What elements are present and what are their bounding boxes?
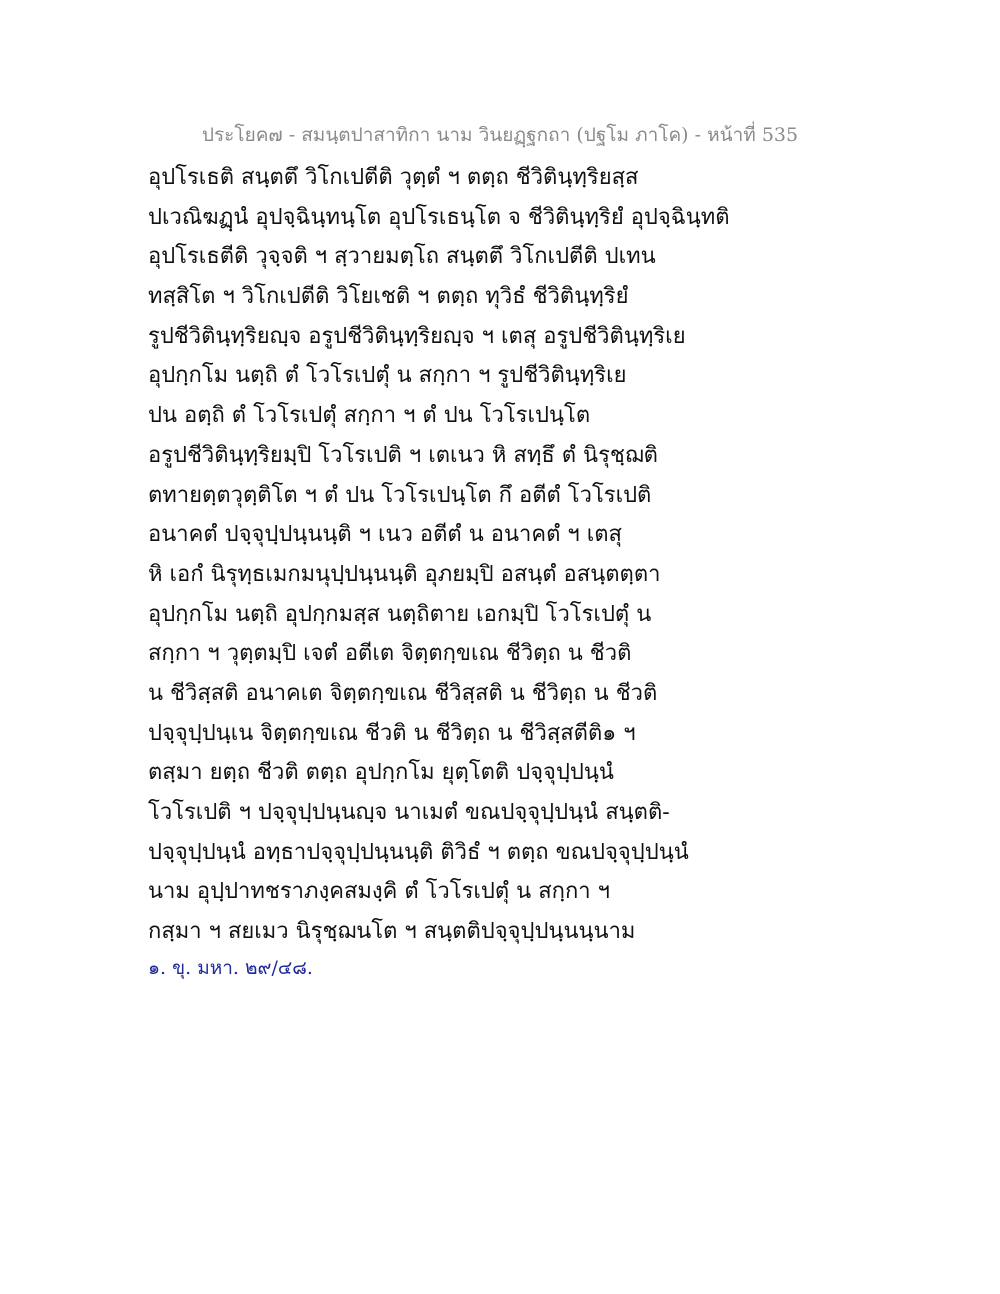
text-line: หิ เอกํ นิรุทฺธเมกมนุปฺปนฺนนฺติ อุภยมฺปิ อสนฺตํ อสนฺตตฺตา — [148, 561, 661, 587]
text-line: รูปชีวิตินฺทฺริยญฺจ อรูปชีวิตินฺทฺริยญฺจ ฯ เตสุ อรูปชีวิตินฺทฺริเย — [148, 323, 686, 349]
text-line: ปจฺจุปฺปนฺนํ อทฺธาปจฺจุปฺปนฺนนฺติ ติวิธํ ฯ ตตฺถ ขณปจฺจุปฺปนฺนํ — [148, 839, 689, 865]
text-line: สกฺกา ฯ วุตฺตมฺปิ เจตํ อตีเต จิตฺตกฺขเณ ชีวิตฺถ น ชีวติ — [148, 641, 632, 667]
text-line: ทสฺสิโต ฯ วิโกเปตีติ วิโยเชติ ฯ ตตฺถ ทุวิธํ ชีวิตินฺทฺริยํ — [148, 284, 629, 310]
text-line: อุปโรเธตีติ วุจฺจติ ฯ สฺวายมตฺโถ สนฺตตึ วิโกเปตีติ ปเทน — [148, 244, 656, 270]
page-header: ประโยค๗ - สมนฺตปาสาทิกา นาม วินยฏฺฐกถา (ปฐโม ภาโค) - หน้าที่ 535 — [201, 124, 799, 146]
text-line: ตทายตฺตวุตฺติโต ฯ ตํ ปน โวโรเปนฺโต กึ อตีตํ โวโรเปติ — [148, 482, 652, 508]
text-line: นาม อุปฺปาทชราภงฺคสมงฺคิ ตํ โวโรเปตุํ น สกฺกา ฯ — [148, 879, 610, 905]
text-line: โวโรเปติ ฯ ปจฺจุปฺปนฺนญฺจ นาเมตํ ขณปจฺจุปฺปนฺนํ สนฺตติ- — [148, 800, 670, 825]
text-line: น ชีวิสฺสติ อนาคเต จิตฺตกฺขเณ ชีวิสฺสติ น ชีวิตฺถ น ชีวติ — [148, 680, 658, 706]
text-line: อนาคตํ ปจฺจุปฺปนฺนนฺติ ฯ เนว อตีตํ น อนาคตํ ฯ เตสุ — [148, 522, 622, 548]
text-line: อุปกฺกโม นตฺถิ ตํ โวโรเปตุํ น สกฺกา ฯ รูปชีวิตินฺทฺริเย — [148, 363, 627, 389]
text-line: กสฺมา ฯ สยเมว นิรุชฺฌนโต ฯ สนฺตติปจฺจุปฺปนฺนนฺนาม — [148, 919, 636, 945]
text-line: อุปกฺกโม นตฺถิ อุปกฺกมสฺส นตฺถิตาย เอกมฺปิ โวโรเปตุํ น — [148, 601, 652, 627]
body-text — [148, 158, 848, 952]
text-line: อุปโรเธติ สนฺตตึ วิโกเปตีติ วุตฺตํ ฯ ตตฺถ ชีวิตินฺทฺริยสฺส — [148, 165, 639, 190]
footnote: ๑. ขุ. มหา. ๒๙/๔๘. — [148, 957, 313, 979]
text-line: ปเวณิฆฏฺนํ อุปจฺฉินฺทนฺโต อุปโรเธนฺโต จ ชีวิตินฺทฺริยํ อุปจฺฉินฺทติ — [148, 204, 730, 230]
text-line: ปจฺจุปฺปนฺเน จิตฺตกฺขเณ ชีวติ น ชีวิตฺถ น ชีวิสฺสตีติ๑ ฯ — [148, 720, 636, 746]
text-line: ตสฺมา ยตฺถ ชีวติ ตตฺถ อุปกฺกโม ยุตฺโตติ ปจฺจุปฺปนฺนํ — [148, 760, 614, 786]
text-line: อรูปชีวิตินฺทฺริยมฺปิ โวโรเปติ ฯ เตเนว หิ สทฺธึ ตํ นิรุชฺฌติ — [148, 442, 658, 468]
text-line: ปน อตฺถิ ตํ โวโรเปตุํ สกฺกา ฯ ตํ ปน โวโรเปนฺโต — [148, 403, 591, 429]
